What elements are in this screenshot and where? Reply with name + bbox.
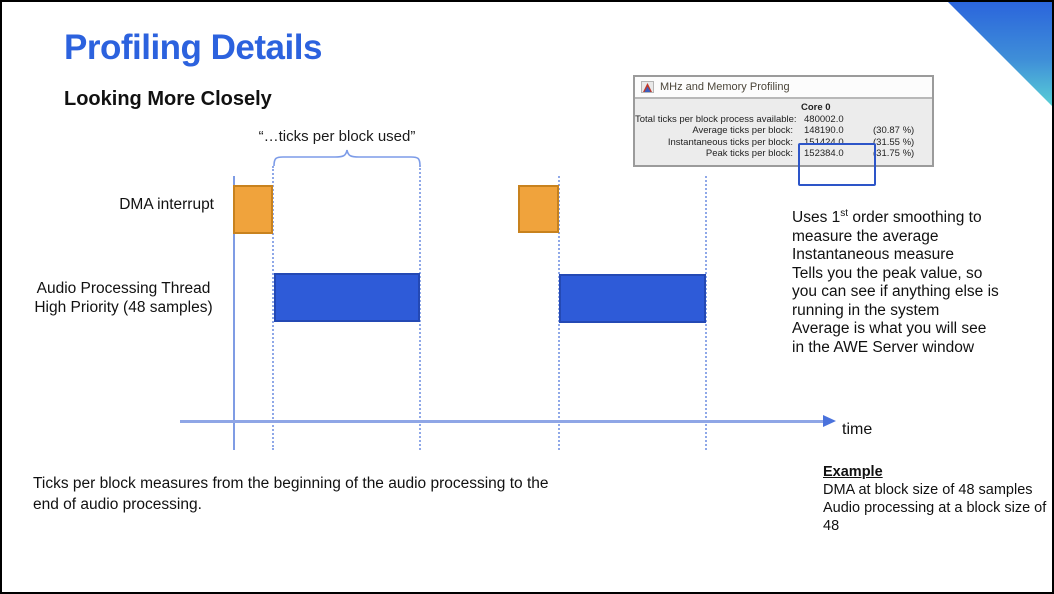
audio-thread-label [30,279,217,317]
profiler-titlebar [635,77,932,99]
profiler-window-title: MHz and Memory Profiling [660,81,790,93]
profiler-row [635,137,932,149]
example-block [823,463,1052,535]
notes-line: Instantaneous measure [792,246,954,264]
time-axis [180,420,826,423]
example-line: DMA at block size of 48 samples [823,482,1033,498]
page-title: Profiling Details [64,28,322,67]
notes-line: in the AWE Server window [792,338,975,356]
notes-line: Average is what you will see [792,320,987,338]
corner-gradient-decoration [948,2,1054,108]
notes-line: you can see if anything else is [792,283,999,301]
audio-processing-block-2 [559,274,706,323]
time-axis-label: time [842,421,873,438]
profiler-row [635,148,932,160]
profiler-window [633,75,934,167]
ticks-per-block-label: “…ticks per block used” [258,128,416,145]
profiler-row-label: Instantaneous ticks per block: [667,136,793,148]
dma-interrupt-label: DMA interrupt [119,196,214,213]
dma-interrupt-block-2 [518,185,559,233]
profiler-row-percent: (31.75 %) [873,148,915,160]
profiler-row-label: Peak ticks per block: [705,148,793,160]
notes-line [792,205,1050,228]
notes-text-block [792,205,1050,357]
profiler-row-percent: (30.87 %) [873,125,915,137]
page-subtitle: Looking More Closely [64,88,272,110]
profiler-row-value: 151424.0 [804,136,844,148]
profiler-row [635,114,932,126]
audio-thread-label-line1: Audio Processing Thread [36,280,211,297]
profiler-row-value: 148190.0 [804,125,844,137]
profiler-row [635,125,932,137]
profiler-row-value: 152384.0 [804,148,844,160]
time-axis-arrowhead [823,415,836,427]
profiler-row-value: 480002.0 [804,113,844,125]
notes-line1-post: order smoothing to [848,209,982,227]
profiler-row-percent: (31.55 %) [873,136,915,148]
profiler-row-label: Average ticks per block: [692,125,793,137]
bottom-caption: Ticks per block measures from the beginning of the audio processing to the end of audio processing. [33,475,549,513]
audio-processing-block-1 [274,273,420,322]
profiler-core-header: Core 0 [801,102,831,113]
audio-thread-label-line2: High Priority (48 samples) [34,299,213,316]
notes-line: Tells you the peak value, so [792,264,983,282]
dma-interrupt-block-1 [233,185,273,234]
notes-line: running in the system [792,301,940,319]
matlab-app-icon [641,81,654,93]
notes-line1-pre: Uses 1 [792,209,841,227]
example-heading: Example [823,464,883,480]
notes-line: measure the average [792,227,939,245]
profiler-row-label: Total ticks per block process available: [635,113,797,125]
example-line: Audio processing at a block size of 48 [823,500,1047,534]
profiler-body [635,99,932,160]
brace-bracket [273,149,421,167]
notes-line1-sup: st [840,208,849,219]
